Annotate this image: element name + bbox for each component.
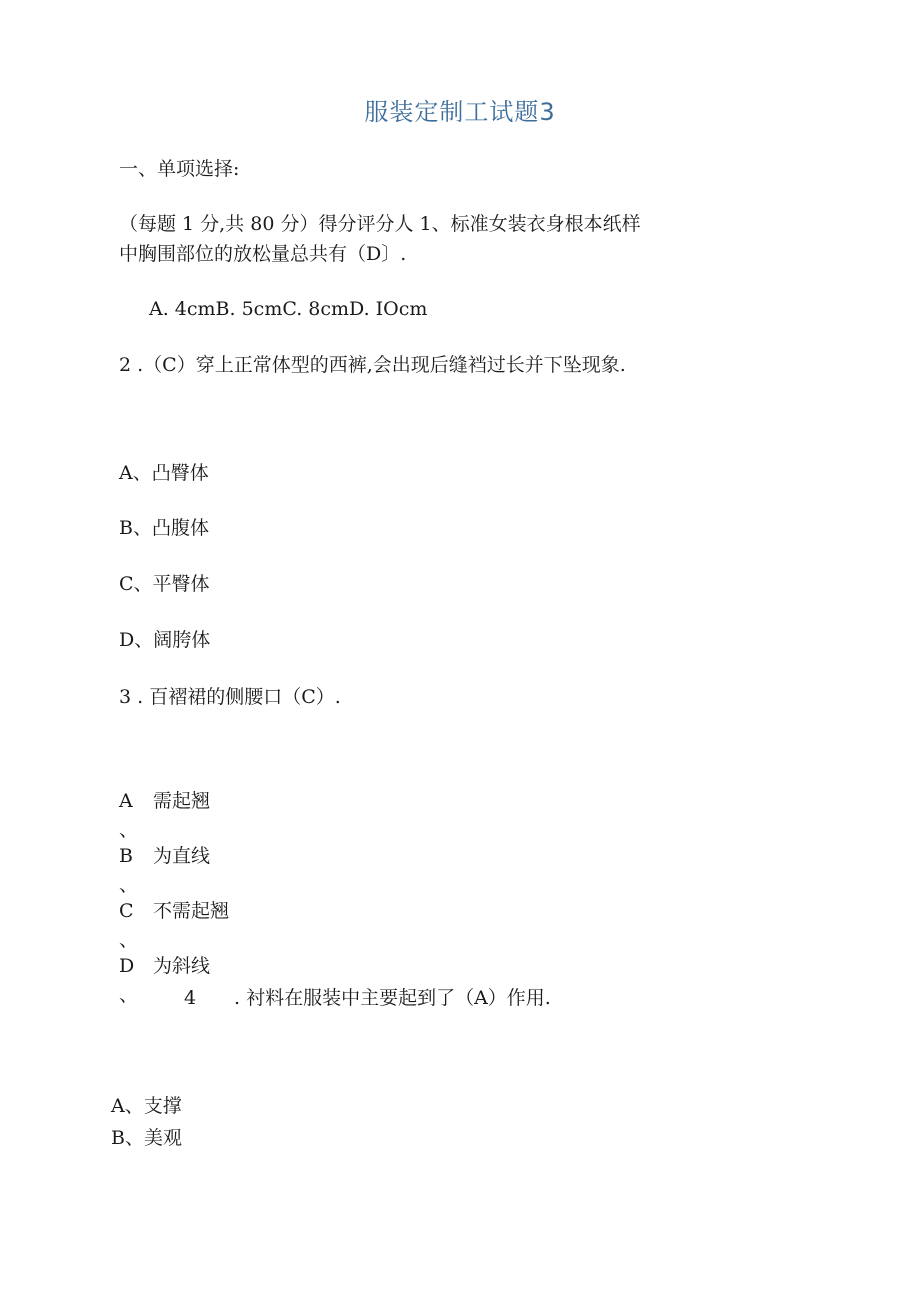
q3-option-d-text: 为斜线 (153, 955, 211, 977)
q2-option-b: B、凸腹体 (119, 517, 209, 539)
q3-option-b-text: 为直线 (153, 845, 211, 867)
q3-option-b-letter: B (119, 845, 133, 867)
q3-option-c-text: 不需起翘 (153, 900, 230, 922)
q3-option-c-separator: 、 (119, 929, 139, 951)
instruction-line-1: （每题 1 分,共 80 分）得分评分人 1、标准女装衣身根本纸样 (119, 213, 641, 235)
q4-option-b: B、美观 (111, 1127, 182, 1149)
q3-option-d-letter: D (119, 955, 135, 977)
q4-stem: . 衬料在服装中主要起到了（A）作用. (234, 987, 551, 1009)
page-title: 服装定制工试题3 (364, 98, 556, 126)
q3-option-c-letter: C (119, 900, 134, 922)
q3-option-a-separator: 、 (119, 819, 139, 841)
q4-option-a: A、支撑 (111, 1095, 182, 1117)
q3-option-a-text: 需起翘 (153, 790, 211, 812)
q4-number: 4 (184, 987, 197, 1009)
q2-option-a: A、凸臀体 (119, 462, 209, 484)
q2-option-d: D、阔胯体 (119, 629, 211, 651)
instruction-line-2: 中胸围部位的放松量总共有（D〕. (119, 243, 407, 265)
q2-stem: 2 .（C）穿上正常体型的西裤,会出现后缝裆过长并下坠现象. (119, 354, 626, 376)
q1-options: A. 4cmB. 5cmC. 8cmD. IOcm (149, 298, 428, 320)
section-heading: 一、单项选择: (119, 158, 240, 180)
q3-option-d-separator: 、 (119, 984, 139, 1006)
q3-option-b-separator: 、 (119, 874, 139, 896)
q3-option-a-letter: A (119, 790, 133, 812)
q2-option-c: C、平臀体 (119, 573, 210, 595)
q3-stem: 3 . 百褶裙的侧腰口（C）. (119, 686, 341, 708)
